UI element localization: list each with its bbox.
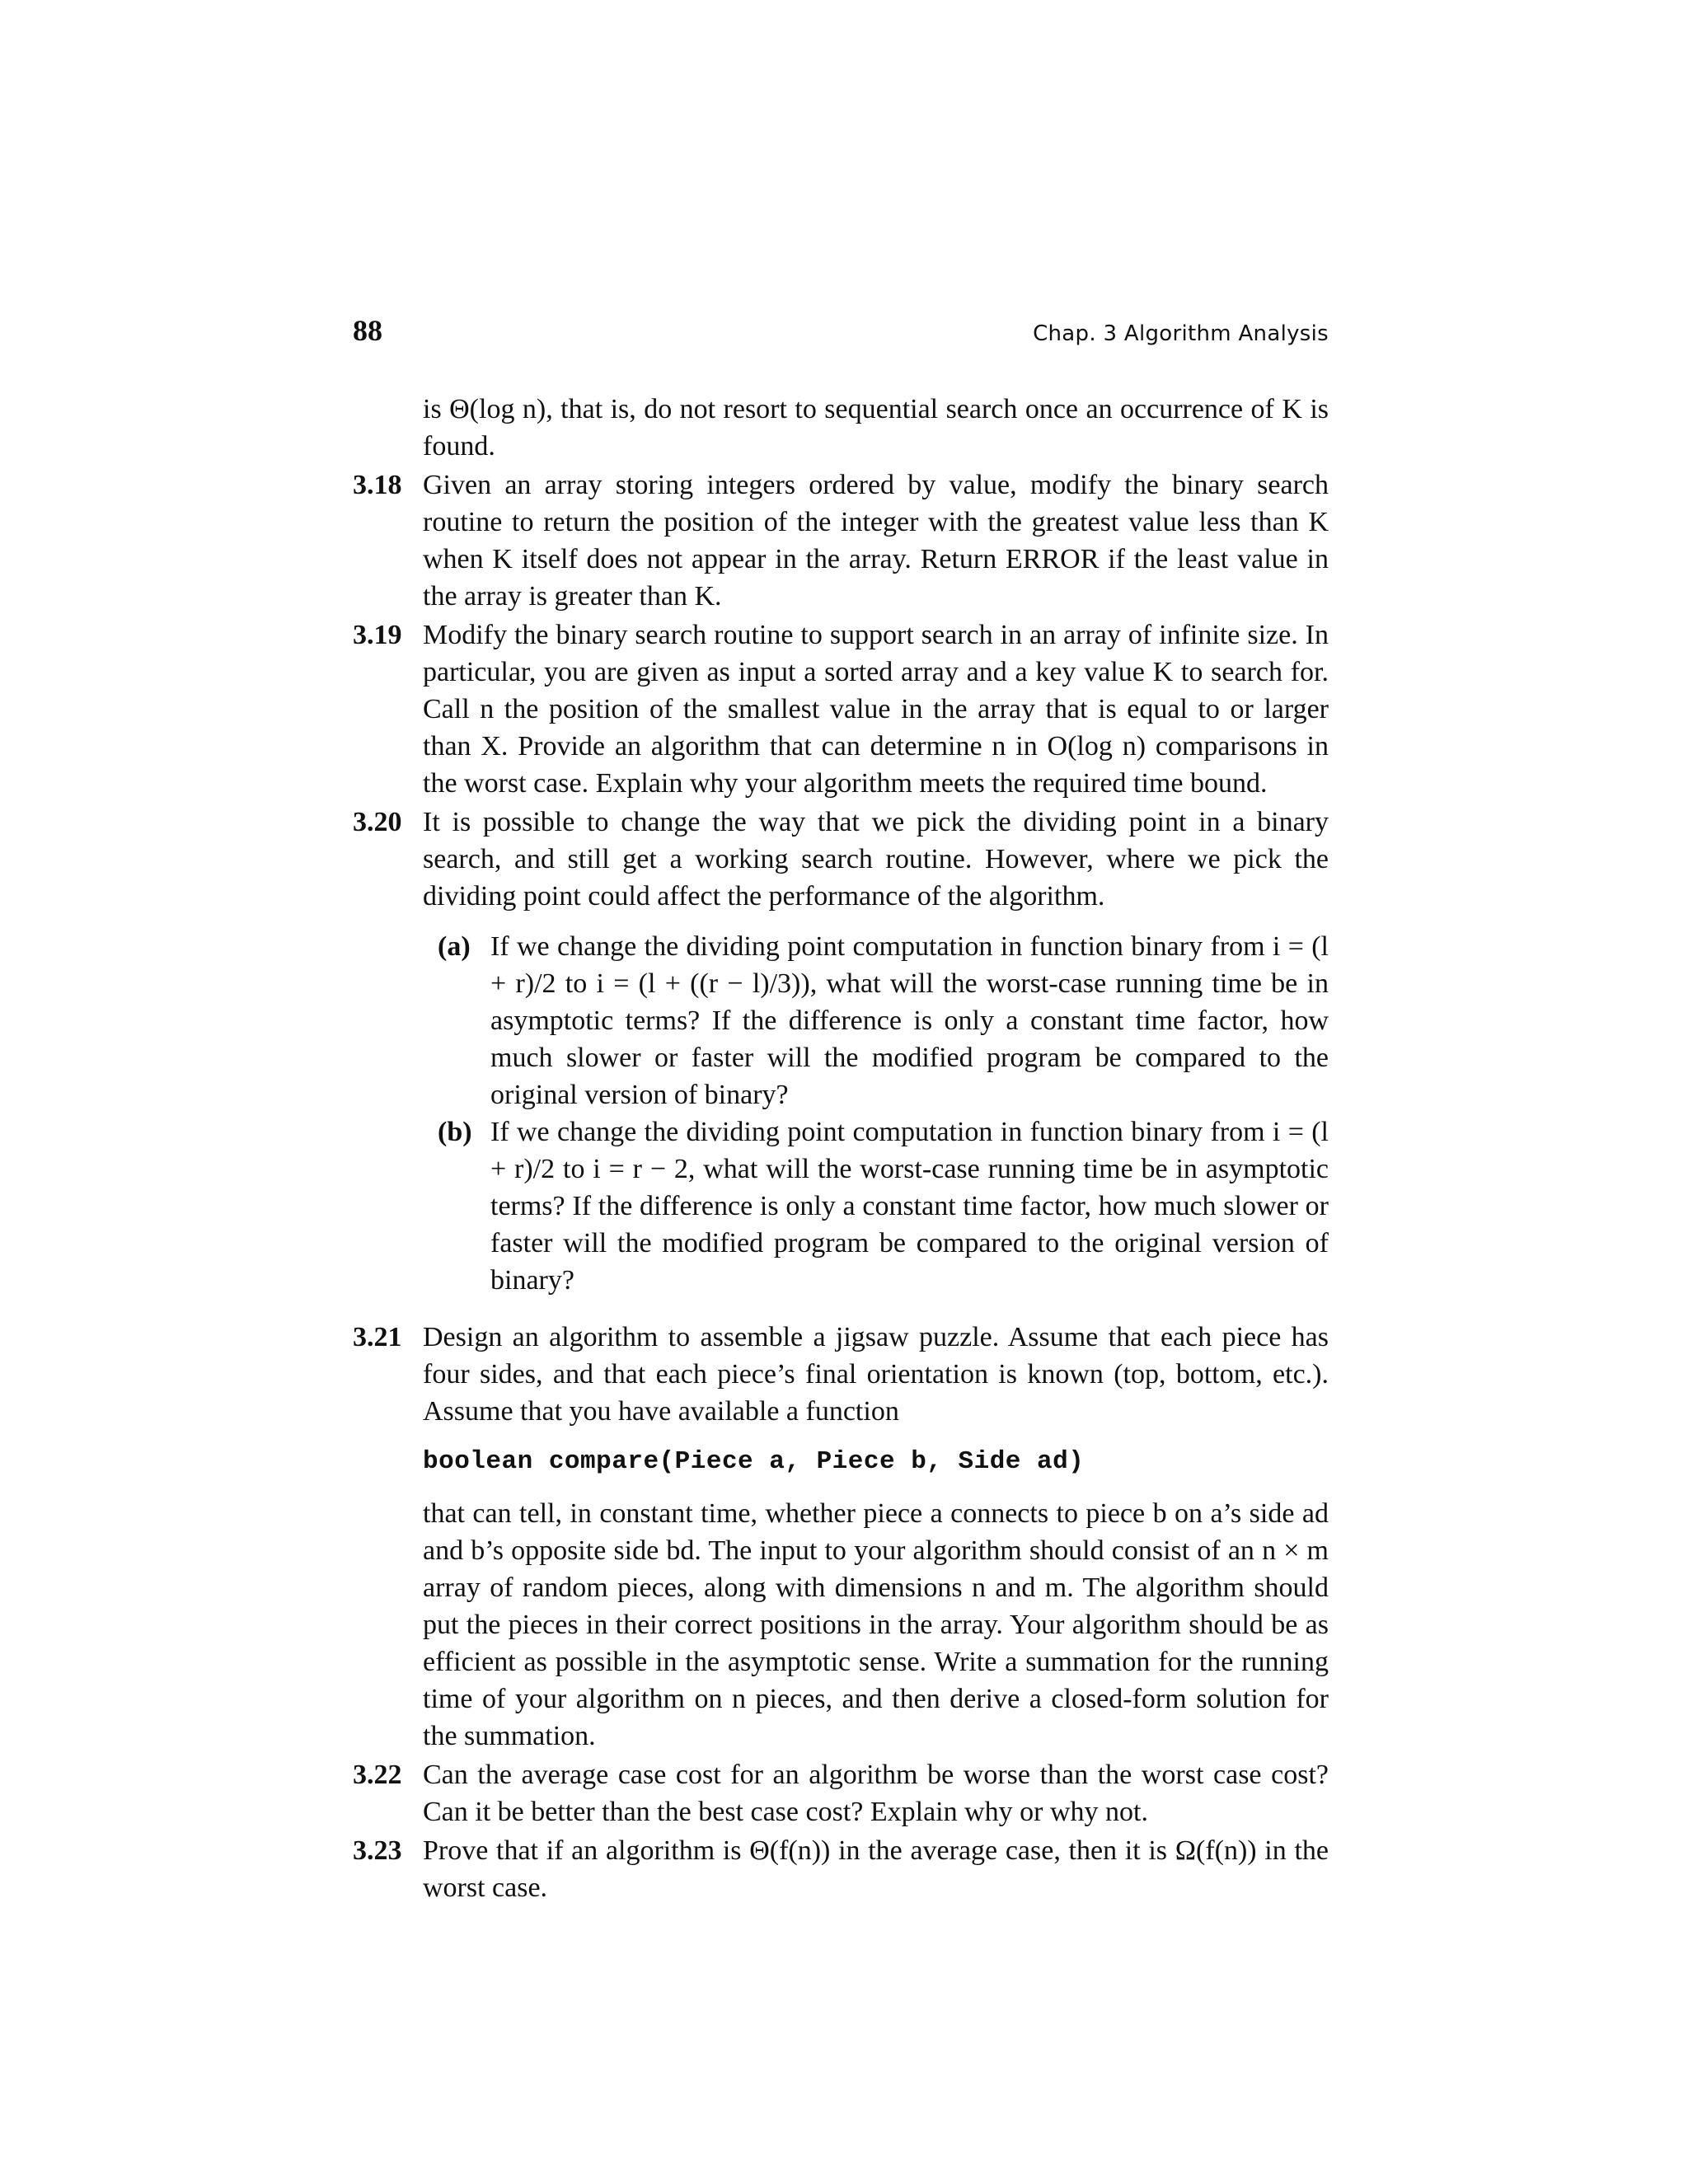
part-label: (a) xyxy=(438,931,471,962)
exercise-part-b xyxy=(423,1113,1329,1299)
continuation-text: is Θ(log n), that is, do not resort to sequential search once an occurrence of K is found. xyxy=(423,394,1329,462)
exercise-text: Can the average case cost for an algorithm be worse than the worst case cost? Can it be better than the best case cost? Explain why or why not. xyxy=(423,1760,1329,1827)
exercise-part-a xyxy=(423,928,1329,1113)
exercise-number: 3.19 xyxy=(353,620,402,650)
exercise-3-21 xyxy=(353,1319,1329,1755)
exercise-3-19 xyxy=(353,616,1329,802)
exercise-list xyxy=(353,391,1329,1906)
exercise-number: 3.22 xyxy=(353,1760,402,1790)
page-header xyxy=(353,313,1329,363)
exercise-text: It is possible to change the way that we pick the dividing point in a binary search, and still get a working search routine. However, where we pick the dividing point could affect the performance of the algorithm. xyxy=(423,807,1329,912)
exercise-text-continued: that can tell, in constant time, whether piece a connects to piece b on a’s side ad and b’s opposite side bd. The input to your algorithm should consist of an n × m array of random pieces, along with dimensions n and m. The algorithm should put the pieces in their correct positions in the array. Your algorithm should be as efficient as possible in the asymptotic sense. Write a summation for the running time of your algorithm on n pieces, and then derive a closed-form solution for the summation. xyxy=(423,1498,1329,1751)
exercise-text: Prove that if an algorithm is Θ(f(n)) in the average case, then it is Ω(f(n)) in the worst case. xyxy=(423,1835,1329,1903)
exercise-text: Modify the binary search routine to support search in an array of infinite size. In particular, you are given as input a sorted array and a key value K to search for. Call n the position of the smallest value in the array that is equal to or larger than X. Provide an algorithm that can determine n in O(log n) comparisons in the worst case. Explain why your algorithm meets the required time bound. xyxy=(423,620,1329,799)
exercise-text: Given an array storing integers ordered by value, modify the binary search routine to return the position of the integer with the greatest value less than K when K itself does not appear in the array. Return ERROR if the least value in the array is greater than K. xyxy=(423,470,1329,612)
part-text: If we change the dividing point computation in function binary from i = (l + r)/2 to i = r − 2, what will the worst-case running time be in asymptotic terms? If the difference is only a constant time factor, how much slower or faster will the modified program be compared to the original version of binary? xyxy=(490,1117,1329,1296)
exercise-number: 3.18 xyxy=(353,470,402,500)
part-label: (b) xyxy=(438,1117,472,1147)
exercise-3-18 xyxy=(353,466,1329,615)
exercise-parts xyxy=(423,928,1329,1299)
running-head: Chap. 3 Algorithm Analysis xyxy=(1033,321,1329,346)
page-number: 88 xyxy=(353,314,382,347)
exercise-number: 3.21 xyxy=(353,1322,402,1352)
exercise-3-23 xyxy=(353,1832,1329,1906)
function-signature: boolean compare(Piece a, Piece b, Side ad) xyxy=(423,1447,1085,1476)
exercise-3-22 xyxy=(353,1756,1329,1830)
exercise-3-20 xyxy=(353,804,1329,1299)
part-text: If we change the dividing point computation in function binary from i = (l + r)/2 to i = (l + ((r − l)/3)), what will the worst-case running time be in asymptotic terms? If the difference is only a constant time factor, how much slower or faster will the modified program be compared to the original version of binary? xyxy=(490,931,1329,1110)
exercise-number: 3.23 xyxy=(353,1835,402,1866)
exercise-text: Design an algorithm to assemble a jigsaw puzzle. Assume that each piece has four sides, and that each piece’s final orientation is known (top, bottom, etc.). Assume that you have available a function xyxy=(423,1322,1329,1427)
exercise-number: 3.20 xyxy=(353,807,402,837)
